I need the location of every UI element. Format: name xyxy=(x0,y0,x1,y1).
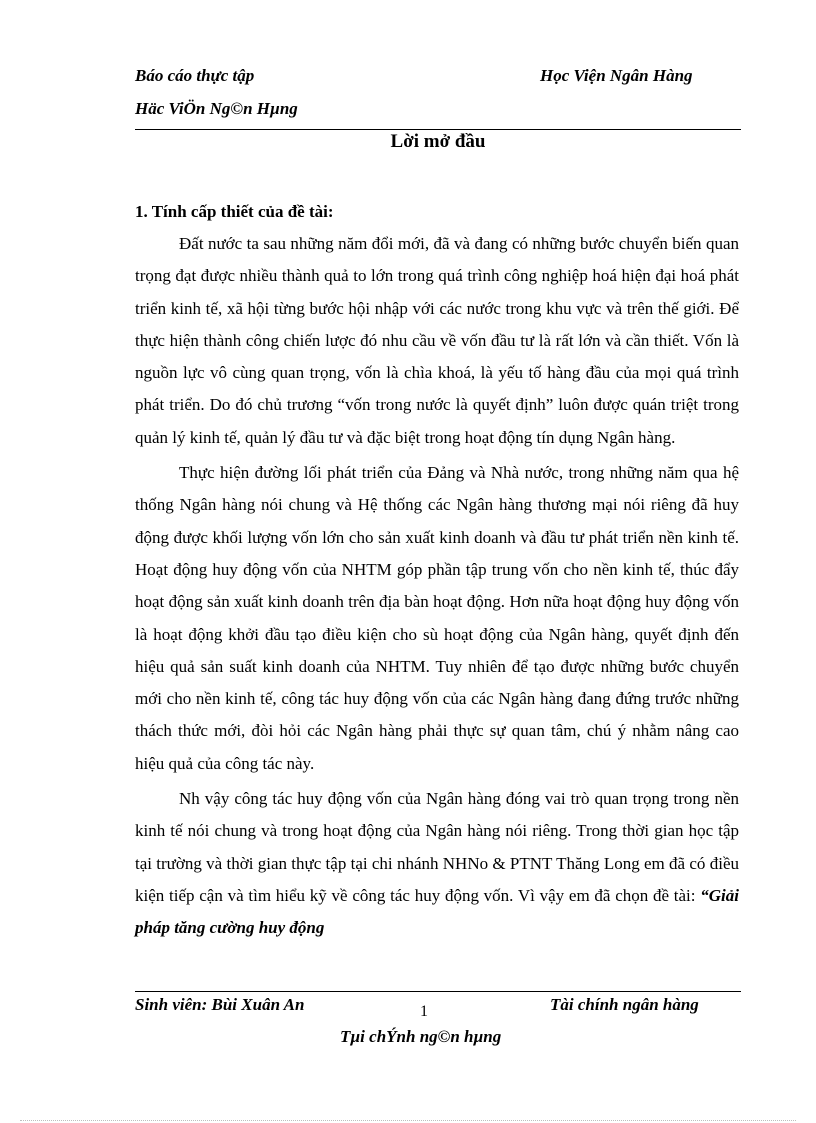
page-number: 1 xyxy=(420,1003,428,1020)
header-left: Báo cáo thực tập xyxy=(135,66,255,85)
paragraph-3 xyxy=(135,783,739,944)
header-rule xyxy=(135,129,741,130)
page-bottom-divider xyxy=(20,1120,796,1121)
footer-right: Tài chính ngân hàng xyxy=(550,995,699,1014)
body-text xyxy=(135,228,739,948)
footer-rule xyxy=(135,991,741,992)
topic-quote: “Giải pháp tăng cường huy động xyxy=(135,885,739,938)
paragraph-2: Thực hiện đường lối phát triển của Đảng và Nhà nước, trong những năm qua hệ thống Ngân hàng nói chung và Hệ thống các Ngân hàng thương mại nói riêng đã huy động được khối lượng vốn lớn cho sản xuất kinh doanh và đầu tư phát triển nền kinh tế. Hoạt động huy động vốn của NHTM góp phần tập trung vốn cho nền kinh tế, thúc đẩy hoạt động sản xuất kinh doanh trên địa bàn hoạt động. Hơn nữa hoạt động huy động vốn là hoạt động khởi đầu tạo điều kiện cho sù hoạt động của Ngân hàng, quyết định đến hiệu quả sản suất kinh doanh của NHTM. Tuy nhiên để tạo được những bước chuyển mới cho nền kinh tế, công tác huy động vốn của các Ngân hàng đang đứng trước những thách thức mới, đòi hỏi các Ngân hàng phải thực sự quan tâm, chú ý nhằm nâng cao hiệu quả của công tác này. xyxy=(135,463,739,773)
page-title: Lời mở đầu xyxy=(390,131,486,152)
footer-garbled: Tµi chÝnh ng©n hµng xyxy=(340,1027,502,1046)
header-right: Học Viện Ngân Hàng xyxy=(540,66,693,85)
paragraph-1: Đất nước ta sau những năm đổi mới, đã và đang có những bước chuyển biến quan trọng đạt được nhiều thành quả to lớn trong quá trình công nghiệp hoá hiện đại hoá phát triển kinh tế, xã hội từng bước hội nhập với các nước trong khu vực và trên thế giới. Để thực hiện thành công chiến lược đó nhu cầu về vốn đầu tư là rất lớn và cần thiết. Vốn là nguồn lực vô cùng quan trọng, vốn là chìa khoá, là yếu tố hàng đầu của mọi quá trình phát triển. Do đó chủ trương “vốn trong nước là quyết định” luôn được quán triệt trong quản lý kinh tế, quản lý đầu tư và đặc biệt trong hoạt động tín dụng Ngân hàng. xyxy=(135,234,739,447)
section-heading: 1. Tính cấp thiết của đề tài: xyxy=(135,202,334,221)
header-garbled: Häc ViÖn Ng©n Hµng xyxy=(135,99,298,118)
footer-left: Sinh viên: Bùi Xuân An xyxy=(135,995,305,1014)
paragraph-3-text: Nh vậy công tác huy động vốn của Ngân hàng đóng vai trò quan trọng trong nền kinh tế nói chung và trong hoạt động của Ngân hàng nói riêng. Trong thời gian học tập tại trường và thời gian thực tập tại chi nhánh NHNo & PTNT Thăng Long em đã có điều kiện tiếp cận và tìm hiểu kỹ về công tác huy động vốn. Vì vậy em đã chọn đề tài: xyxy=(135,789,739,905)
